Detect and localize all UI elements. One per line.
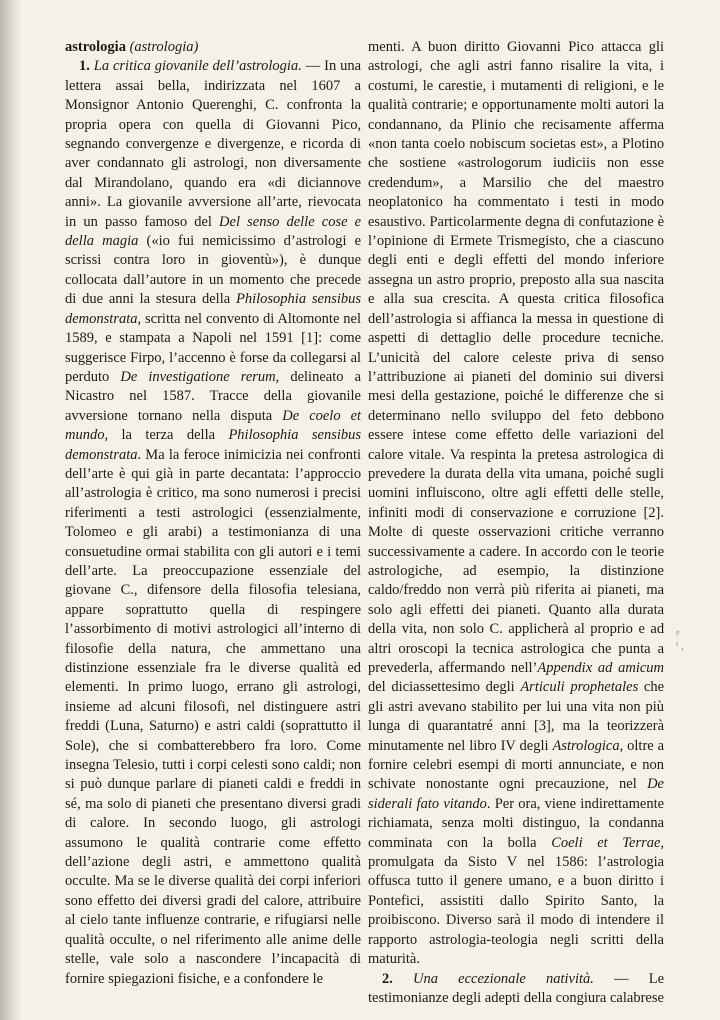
right-column	[368, 38, 664, 1008]
margin-mark: ᵖ	[676, 628, 680, 640]
section-2-title: Una eccezionale natività.	[413, 970, 594, 987]
section-1-continuation	[368, 38, 664, 970]
section-1-body: — In una lettera assai bella, indirizzata nel 1607 a Monsignor Antonio Querenghi, C. confronta la propria opera con quella di Giovanni Pico, segnando convergenze e divergenze, e ricorda di aver condannato gli astrologi, non diversamente dal Mirandolano, quando era «di diciannove anni». La giovanile avversione all’arte, rievocata in un passo famoso del Del senso delle cose e della magia («io fui nemicissimo d’astrologi e scrissi contra loro in gioventù»), è dunque collocata dall’autore in un momento che precede di due anni la stesura della Philosophia sensibus demonstrata, scritta nel convento di Altomonte nel 1589, e stampata a Napoli nel 1591 [1]: come suggerisce Firpo, l’accenno è forse da collegarsi al perduto De investigatione rerum, delineato a Nicastro nel 1587. Tracce della giovanile avversione tornano nella disputa De coelo et mundo, la terza della Philosophia sensibus demonstrata. Ma la feroce inimicizia nei confronti dell’arte è qui già in parte decantata: l’approccio all’astrologia è critico, ma sono numerosi i precisi riferimenti a testi astrologici (essenzialmente, Tolomeo e gli arabi) a testimonianza di una consuetudine ormai stabilita con gli autori e i temi dell’arte. La preoccupazione essenziale del giovane C., difensore della filosofia telesiana, appare soprattutto quella di respingere l’assorbimento di motivi astrologici all’interno di filosofie della natura, che ammettano una distinzione essenziale fra le diverse qualità ed elementi. In primo luogo, errano gli astrologi, insieme ad alcuni filosofi, nel distinguere astri freddi (Luna, Saturno) e astri caldi (soprattutto il Sole), che si combatterebbero fra loro. Come insegna Telesio, tutti i corpi celesti sono caldi; non si può dunque parlare di pianeti caldi e freddi in sé, ma solo di pianeti che presentano diversi gradi di calore. In secondo luogo, gli astrologi assumono le qualità contrarie come effetto dell’azione degli astri, e ammettono qualità occulte. Ma se le diverse qualità dei corpi inferiori sono effetto dei diversi gradi del calore, attribuire al cielo tante influenze contrarie, e rifugiarsi nelle qualità occulte, o nel riferimento alle anime delle stelle, vale solo a nascondere l’incapacità di fornire spiegazioni fisiche, e a confondere le	[65, 58, 362, 987]
section-2-body: — Le testimonianze degli adepti della congiura calabrese	[368, 970, 665, 1006]
section-1-number: 1.	[79, 58, 90, 75]
entry-title: astrologia	[65, 39, 126, 55]
section-2-paragraph	[368, 970, 664, 1009]
section-2-number: 2.	[382, 970, 393, 987]
section-1-title: La critica giovanile dell’astrologia.	[93, 58, 302, 75]
entry-heading	[65, 38, 361, 57]
section-1-paragraph	[65, 57, 361, 989]
entry-alt-title: (astrologia)	[129, 39, 199, 55]
left-column	[65, 38, 361, 989]
margin-mark: ᶠ ,	[676, 640, 684, 652]
margin-pencil-marks	[676, 628, 696, 652]
book-spine-shadow	[0, 0, 22, 1020]
section-1-body-continued: menti. A buon diritto Giovanni Pico attacca gli astrologi, che agli astri fanno risalire la vita, i costumi, le carestie, i mutamenti di religioni, e le qualità contrarie; e opportunamente molti autori la condannano, da Plinio che recisamente afferma «non tanta coelo nobiscum societas est», a Plotino che sostiene «astrologorum iudiciis non esse credendum», a Marsilio che del maestro neoplatonico ha commentato i testi in modo esaustivo. Particolarmente degna di confutazione è l’opinione di Ermete Trismegisto, che a ciascuno degli enti e degli effetti del mondo inferiore assegna un astro proprio, preposto alla sua nascita e alla sua crescita. A questa critica filosofica dell’astrologia si affianca la messa in questione di aspetti di dettaglio delle procedure tecniche. L’unicità del calore celeste priva di senso l’attribuzione ai pianeti del dominio sui diversi mesi della gestazione, poiché le differenze che si determinano nello sviluppo del feto debbono essere intese come effetto delle variazioni del calore vitale. Va respinta la pretesa astrologica di prevedere la durata della vita umana, poiché sugli uomini influiscono, oltre agli effetti delle stelle, infiniti modi di conservazione e corruzione [2]. Molte di queste osservazioni critiche verranno successivamente a cadere. In accordo con le teorie astrologiche, ad esempio, la distinzione caldo/freddo non verrà più riferita ai pianeti, ma solo agli effetti dei pianeti. Quanto alla durata della vita, non solo C. applicherà al proprio e ad altri oroscopi la tecnica astrologica che punta a prevederla, affermando nell’Appendix ad amicum del diciassettesimo degli Articuli prophetales che gli astri avevano stabilito per lui una vita non più lunga di quarantatré anni [3], ma la teorizzerà minutamente nel libro IV degli Astrologica, oltre a fornire celebri esempi di morti annunciate, e non schivate nonostante ogni precauzione, nel De siderali fato vitando. Per ora, viene indirettamente richiamata, senza molti distinguo, la condanna comminata con la bolla Coeli et Terrae, promulgata da Sisto V nel 1586: l’astrologia offusca tutto il genere umano, e a buon diritto i Pontefici, assistiti dallo Spirito Santo, la proibiscono. Diverso sarà il modo di intendere il rapporto astrologia-teologia negli scritti della maturità.	[368, 39, 665, 968]
